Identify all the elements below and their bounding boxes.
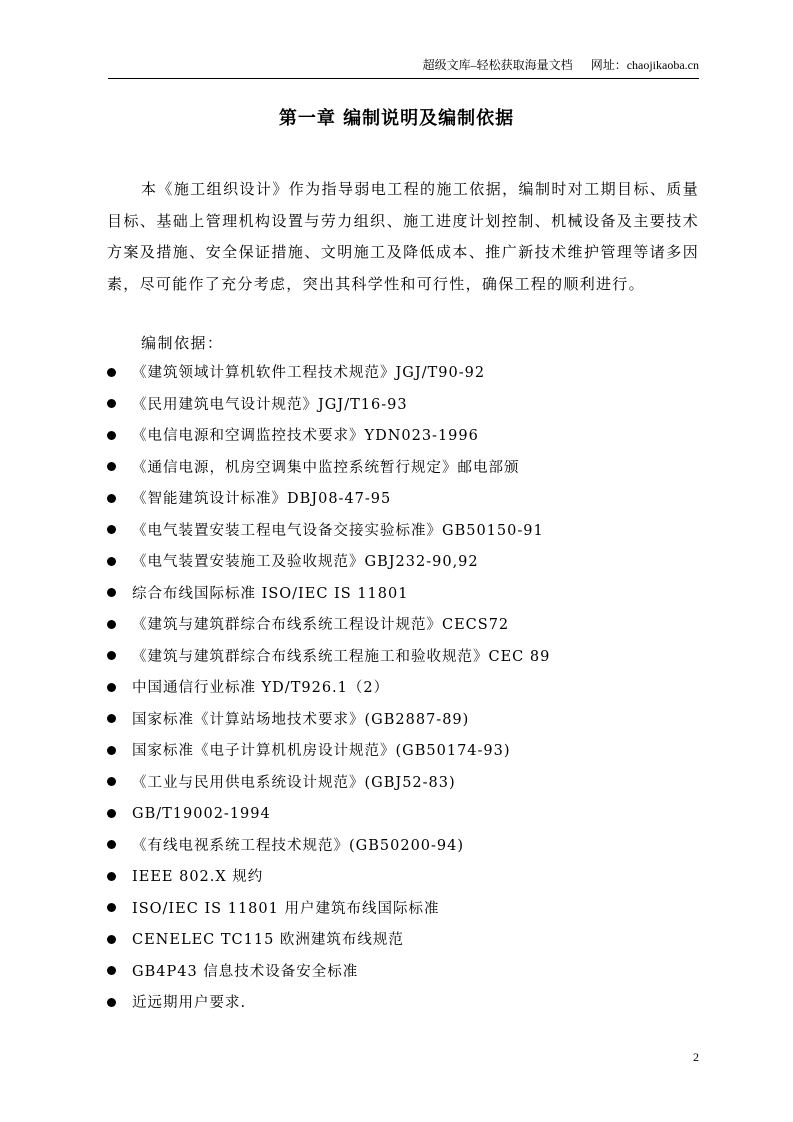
basis-item-text: 《电气装置安装工程电气设备交接实验标准》GB50150-91	[132, 522, 544, 539]
bullet-icon	[107, 557, 116, 566]
basis-item-text: GB/T19002-1994	[132, 806, 271, 822]
bullet-icon	[107, 872, 116, 881]
basis-item-text: 中国通信行业标准 YD/T926.1（2）	[132, 680, 390, 696]
header-site-name: 超级文库–轻松获取海量文档	[422, 58, 573, 72]
basis-list-item	[107, 421, 550, 453]
bullet-icon	[107, 620, 116, 629]
chapter-title: 第一章 编制说明及编制依据	[278, 108, 515, 129]
basis-list	[107, 358, 550, 1020]
basis-list-item	[107, 831, 550, 863]
bullet-icon	[107, 683, 116, 692]
bullet-icon	[107, 746, 116, 755]
bullet-icon	[107, 462, 116, 471]
basis-list-item	[107, 453, 550, 485]
intro-paragraph: 本《施工组织设计》作为指导弱电工程的施工依据，编制时对工期目标、质量目标、基础上管理机构设置与劳力组织、施工进度计划控制、机械设备及主要技术方案及措施、安全保证措施、文明施工及降低成本、推广新技术维护管理等诸多因素，尽可能作了充分考虑，突出其科学性和可行性，确保工程的顺利进行。	[107, 180, 699, 293]
bullet-icon	[107, 651, 116, 660]
bullet-icon	[107, 777, 116, 786]
basis-list-item	[107, 988, 550, 1020]
basis-item-text: 《智能建筑设计标准》DBJ08-47-95	[132, 491, 392, 507]
bullet-icon	[107, 966, 116, 975]
basis-list-item	[107, 484, 550, 516]
basis-list-item	[107, 862, 550, 894]
basis-list-item	[107, 358, 550, 390]
header-url: 网址：chaojikaoba.cn	[590, 58, 699, 72]
basis-item-text: 综合布线国际标准 ISO/IEC IS 11801	[132, 585, 409, 602]
basis-list-item	[107, 642, 550, 674]
basis-item-text: 国家标准《电子计算机机房设计规范》(GB50174-93)	[132, 743, 511, 759]
basis-item-text: 《工业与民用供电系统设计规范》(GBJ52-83)	[132, 774, 456, 791]
bullet-icon	[107, 840, 116, 849]
basis-item-text: ISO/IEC IS 11801 用户建筑布线国际标准	[132, 900, 440, 917]
basis-item-text: 近远期用户要求.	[132, 995, 247, 1011]
bullet-icon	[107, 809, 116, 818]
basis-list-item	[107, 547, 550, 579]
basis-item-text: 《建筑与建筑群综合布线系统工程施工和验收规范》CEC 89	[132, 648, 551, 665]
bullet-icon	[107, 998, 116, 1007]
bullet-icon	[107, 399, 116, 408]
basis-list-item	[107, 610, 550, 642]
basis-item-text: 国家标准《计算站场地技术要求》(GB2887-89)	[132, 711, 470, 728]
basis-label: 编制依据：	[141, 334, 224, 352]
basis-list-item	[107, 925, 550, 957]
basis-list-item	[107, 705, 550, 737]
basis-list-item	[107, 673, 550, 705]
page-number: 2	[693, 1050, 699, 1064]
basis-item-text: 《电气装置安装施工及验收规范》GBJ232-90,92	[132, 554, 479, 570]
basis-list-item	[107, 516, 550, 548]
bullet-icon	[107, 714, 116, 723]
bullet-icon	[107, 903, 116, 912]
basis-list-item	[107, 390, 550, 422]
basis-list-item	[107, 768, 550, 800]
bullet-icon	[107, 525, 116, 534]
basis-item-text: 《建筑领域计算机软件工程技术规范》JGJ/T90-92	[132, 365, 486, 381]
basis-list-item	[107, 957, 550, 989]
bullet-icon	[107, 588, 116, 597]
basis-list-item	[107, 894, 550, 926]
basis-item-text: 《通信电源，机房空调集中监控系统暂行规定》邮电部颁	[132, 459, 520, 476]
basis-list-item	[107, 579, 550, 611]
basis-list-item	[107, 736, 550, 768]
basis-item-text: GB4P43 信息技术设备安全标准	[132, 963, 359, 980]
bullet-icon	[107, 368, 116, 377]
basis-item-text: 《有线电视系统工程技术规范》(GB50200-94)	[132, 837, 465, 854]
basis-item-text: IEEE 802.X 规约	[132, 869, 264, 885]
basis-item-text: 《民用建筑电气设计规范》JGJ/T16-93	[132, 396, 408, 413]
bullet-icon	[107, 935, 116, 944]
basis-list-item	[107, 799, 550, 831]
bullet-icon	[107, 494, 116, 503]
basis-item-text: 《建筑与建筑群综合布线系统工程设计规范》CECS72	[132, 617, 510, 633]
basis-item-text: CENELEC TC115 欧洲建筑布线规范	[132, 932, 404, 948]
bullet-icon	[107, 431, 116, 440]
page-header	[108, 52, 699, 79]
basis-item-text: 《电信电源和空调监控技术要求》YDN023-1996	[132, 428, 479, 444]
